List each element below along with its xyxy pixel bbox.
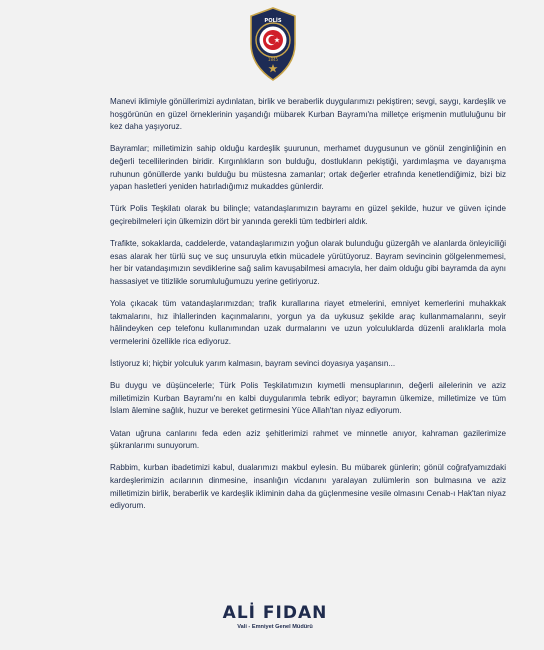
paragraph: İstiyoruz ki; hiçbir yolculuk yarım kalmasın, bayram sevinci doyasıya yaşansın...: [110, 359, 396, 369]
message-body: [110, 96, 506, 522]
signature-block: [200, 603, 350, 631]
paragraph: Yola çıkacak tüm vatandaşlarımızdan; trafik kurallarına riayet etmelerini, emniyet kemerlerini muhakkak takmalarını, hız ihlallerinden kaçınmalarını, yorgun ya da uykusuz şekilde araç kullanmamalarını, seyir hâlindeyken cep telefonu kullanımından uzak durmalarını ve uzun yolculuklarda düzenli aralıklarla mola vermelerini özellikle rica ediyoruz.: [110, 299, 506, 346]
paragraph: Vatan uğruna canlarını feda eden aziz şehitlerimizi rahmet ve minnetle anıyor, kahraman gazilerimize şükranlarımı sunuyorum.: [110, 428, 506, 451]
paragraph: Manevi iklimiyle gönüllerimizi aydınlatan, birlik ve beraberlik duygularımızı pekiştiren; sevgi, saygı, kardeşlik ve hoşgörünün en güzel örneklerinin yaşandığı mübarek Kurban Bayramı'na milletçe erişmenin mutluluğunu bir kez daha yaşıyoruz.: [110, 97, 506, 132]
paragraph: Rabbim, kurban ibadetimizi kabul, dualarımızı makbul eylesin. Bu mübarek günlerin; gönül coğrafyamızdaki kardeşlerimizin acılarının dinmesine, insanlığın vicdanını yaralayan zulümlerin son bulmasına ve aziz milletimizin birlik, beraberlik ve kardeşlik ikliminin daha da güçlenmesine vesile olmasını Cenab-ı Hak'tan niyaz ediyorum.: [110, 463, 506, 511]
svg-text:1845: 1845: [267, 57, 279, 62]
signatory-name: ALİ FIDAN: [222, 603, 328, 623]
paragraph: Bayramlar; milletimizin sahip olduğu kardeşlik şuurunun, merhamet duygusunun ve gönül zenginliğinin en değerli tecellilerinden biridir. Kırgınlıkların son bulduğu, dostlukların pekiştiği, yardımlaşma ve dayanışma ruhunun gönüllerde yankı bulduğu bu müstesna zamanlar; ortak değerler etrafında kenetlendiğimiz, bizi biz yapan hasletleri yeniden hatırladığımız mukaddes günlerdir.: [110, 144, 506, 192]
paragraph: Trafikte, sokaklarda, caddelerde, vatandaşlarımızın yoğun olarak bulunduğu güzergâh ve alanlarda önleyiciliği esas alarak her türlü suç ve suç unsuruyla etkin mücadele yürütüyoruz. Bayram sevincinin gölgelenmemesi, her bir vatandaşımızın sevdiklerine sağ salim kavuşabilmesi amacıyla, her daim olduğu gibi bayramda da aynı hassasiyet ve titizlikle sorumluluğumuzu yerine getiriyoruz.: [110, 239, 506, 286]
police-emblem-icon: [247, 6, 299, 82]
paragraph: Türk Polis Teşkilatı olarak bu bilinçle; vatandaşlarımızın bayramı en güzel şekilde, huzur ve güven içinde geçirebilmeleri için ülkemizin dört bir yanında gerekli tüm tedbirleri aldık.: [110, 204, 506, 226]
svg-text:POLİS: POLİS: [264, 18, 282, 24]
paragraph: Bu duygu ve düşüncelerle; Türk Polis Teşkilatımızın kıymetli mensuplarının, değerli ailelerinin ve aziz milletimizin Kurban Bayramı'nı en kalbi duygularımla tebrik ediyor; bayramın ülkemize, milletimize ve tüm İslam âlemine sağlık, huzur ve bereket getirmesini Yüce Allah'tan niyaz ediyorum.: [110, 381, 506, 416]
signatory-title: Vali - Emniyet Genel Müdürü: [237, 624, 313, 630]
